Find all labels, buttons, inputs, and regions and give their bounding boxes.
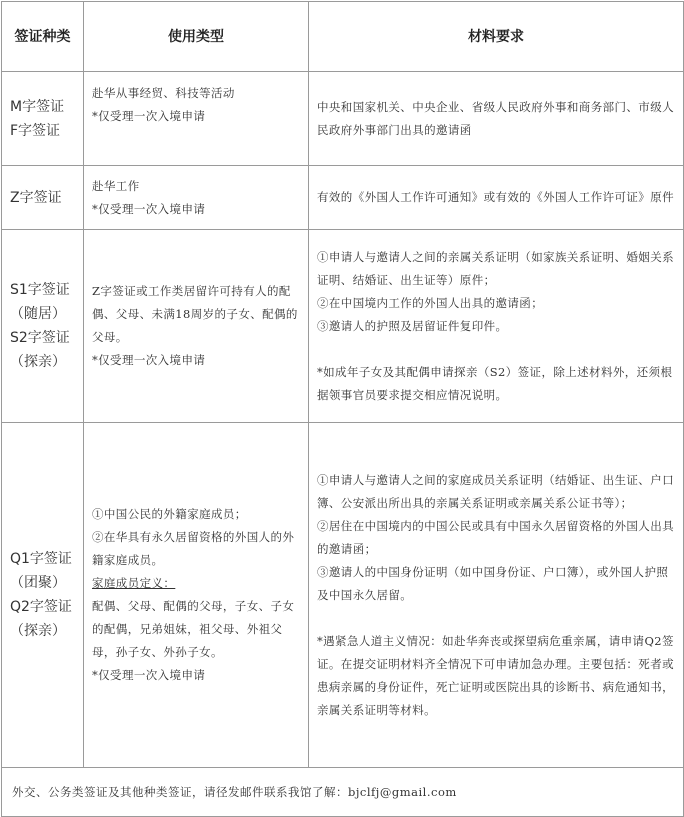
usage-cell bbox=[84, 166, 309, 230]
visa-type-cell bbox=[2, 230, 84, 423]
visa-table bbox=[1, 1, 684, 817]
requirement-item: ②居住在中国境内的中国公民或具有中国永久居留资格的外国人出具的邀请函； bbox=[317, 518, 674, 556]
header-material-requirements: 材料要求 bbox=[309, 2, 684, 72]
table-row-z bbox=[2, 166, 684, 230]
usage-line: 赴华工作 bbox=[92, 178, 140, 193]
requirement-item: ③邀请人的中国身份证明（如中国身份证、户口簿），或外国人护照及中国永久居留。 bbox=[317, 564, 669, 602]
family-definition-label: 家庭成员定义： bbox=[92, 576, 176, 590]
visa-type-label: M字签证 F字签证 bbox=[10, 98, 65, 139]
requirement-cell bbox=[309, 166, 684, 230]
usage-note: *仅受理一次入境申请 bbox=[92, 353, 206, 367]
requirement-text: 有效的《外国人工作许可通知》或有效的《外国人工作许可证》原件 bbox=[317, 190, 674, 204]
visa-type-label: S1字签证（随居） S2字签证（探亲） bbox=[10, 282, 70, 370]
table-row-mf bbox=[2, 72, 684, 166]
visa-type-cell bbox=[2, 423, 84, 768]
visa-type-cell bbox=[2, 72, 84, 166]
requirement-cell bbox=[309, 423, 684, 768]
header-usage-type: 使用类型 bbox=[84, 2, 309, 72]
spacer bbox=[317, 338, 675, 361]
usage-line: 赴华从事经贸、科技等活动 bbox=[92, 86, 235, 100]
requirement-cell bbox=[309, 230, 684, 423]
usage-note: *仅受理一次入境申请 bbox=[92, 109, 206, 123]
requirement-note: *遇紧急人道主义情况：如赴华奔丧或探望病危重亲属，请申请Q2签证。在提交证明材料齐全情况下可申请加急办理。主要包括：死者或患病亲属的身份证件，死亡证明或医院出具的诊断书、病危通知书，亲属关系证明等材料。 bbox=[317, 633, 674, 717]
requirement-item: ①申请人与邀请人之间的亲属关系证明（如家族关系证明、婚姻关系证明、结婚证、出生证等）原件； bbox=[317, 249, 674, 287]
usage-cell bbox=[84, 230, 309, 423]
usage-line: ②在华具有永久居留资格的外国人的外籍家庭成员。 bbox=[92, 530, 295, 567]
table-row-s1s2 bbox=[2, 230, 684, 423]
footer-note: 外交、公务类签证及其他种类签证，请径发邮件联系我馆了解：bjclfj@gmail.com bbox=[2, 768, 684, 817]
requirement-item: ①申请人与邀请人之间的家庭成员关系证明（结婚证、出生证、户口簿、公安派出所出具的亲属关系证明或亲属关系公证书等）； bbox=[317, 472, 674, 510]
footer-row bbox=[2, 768, 684, 817]
usage-note: *仅受理一次入境申请 bbox=[92, 201, 206, 216]
requirement-cell bbox=[309, 72, 684, 166]
requirement-item: ③邀请人的护照及居留证件复印件。 bbox=[317, 318, 508, 333]
table-row-q1q2 bbox=[2, 423, 684, 768]
usage-cell bbox=[84, 72, 309, 166]
usage-note: *仅受理一次入境申请 bbox=[92, 668, 206, 682]
visa-type-label: Z字签证 bbox=[10, 189, 62, 206]
visa-type-cell bbox=[2, 166, 84, 230]
requirement-note: *如成年子女及其配偶申请探亲（S2）签证，除上述材料外，还须根据领事官员要求提交相应情况说明。 bbox=[317, 364, 673, 402]
header-visa-type: 签证种类 bbox=[2, 2, 84, 72]
usage-cell bbox=[84, 423, 309, 768]
requirement-item: ②在中国境内工作的外国人出具的邀请函； bbox=[317, 295, 544, 310]
visa-type-label: Q1字签证（团聚） Q2字签证（探亲） bbox=[10, 551, 72, 639]
family-definition-text: 配偶、父母、配偶的父母，子女、子女的配偶，兄弟姐妹，祖父母、外祖父母，孙子女、外孙子女。 bbox=[92, 599, 295, 659]
spacer bbox=[317, 607, 675, 630]
usage-line: Z字签证或工作类居留许可持有人的配偶、父母、未满18周岁的子女、配偶的父母。 bbox=[92, 284, 298, 344]
usage-line: ①中国公民的外籍家庭成员； bbox=[92, 507, 247, 521]
requirement-text: 中央和国家机关、中央企业、省级人民政府外事和商务部门、市级人民政府外事部门出具的邀请函 bbox=[317, 99, 674, 137]
header-row bbox=[2, 2, 684, 72]
